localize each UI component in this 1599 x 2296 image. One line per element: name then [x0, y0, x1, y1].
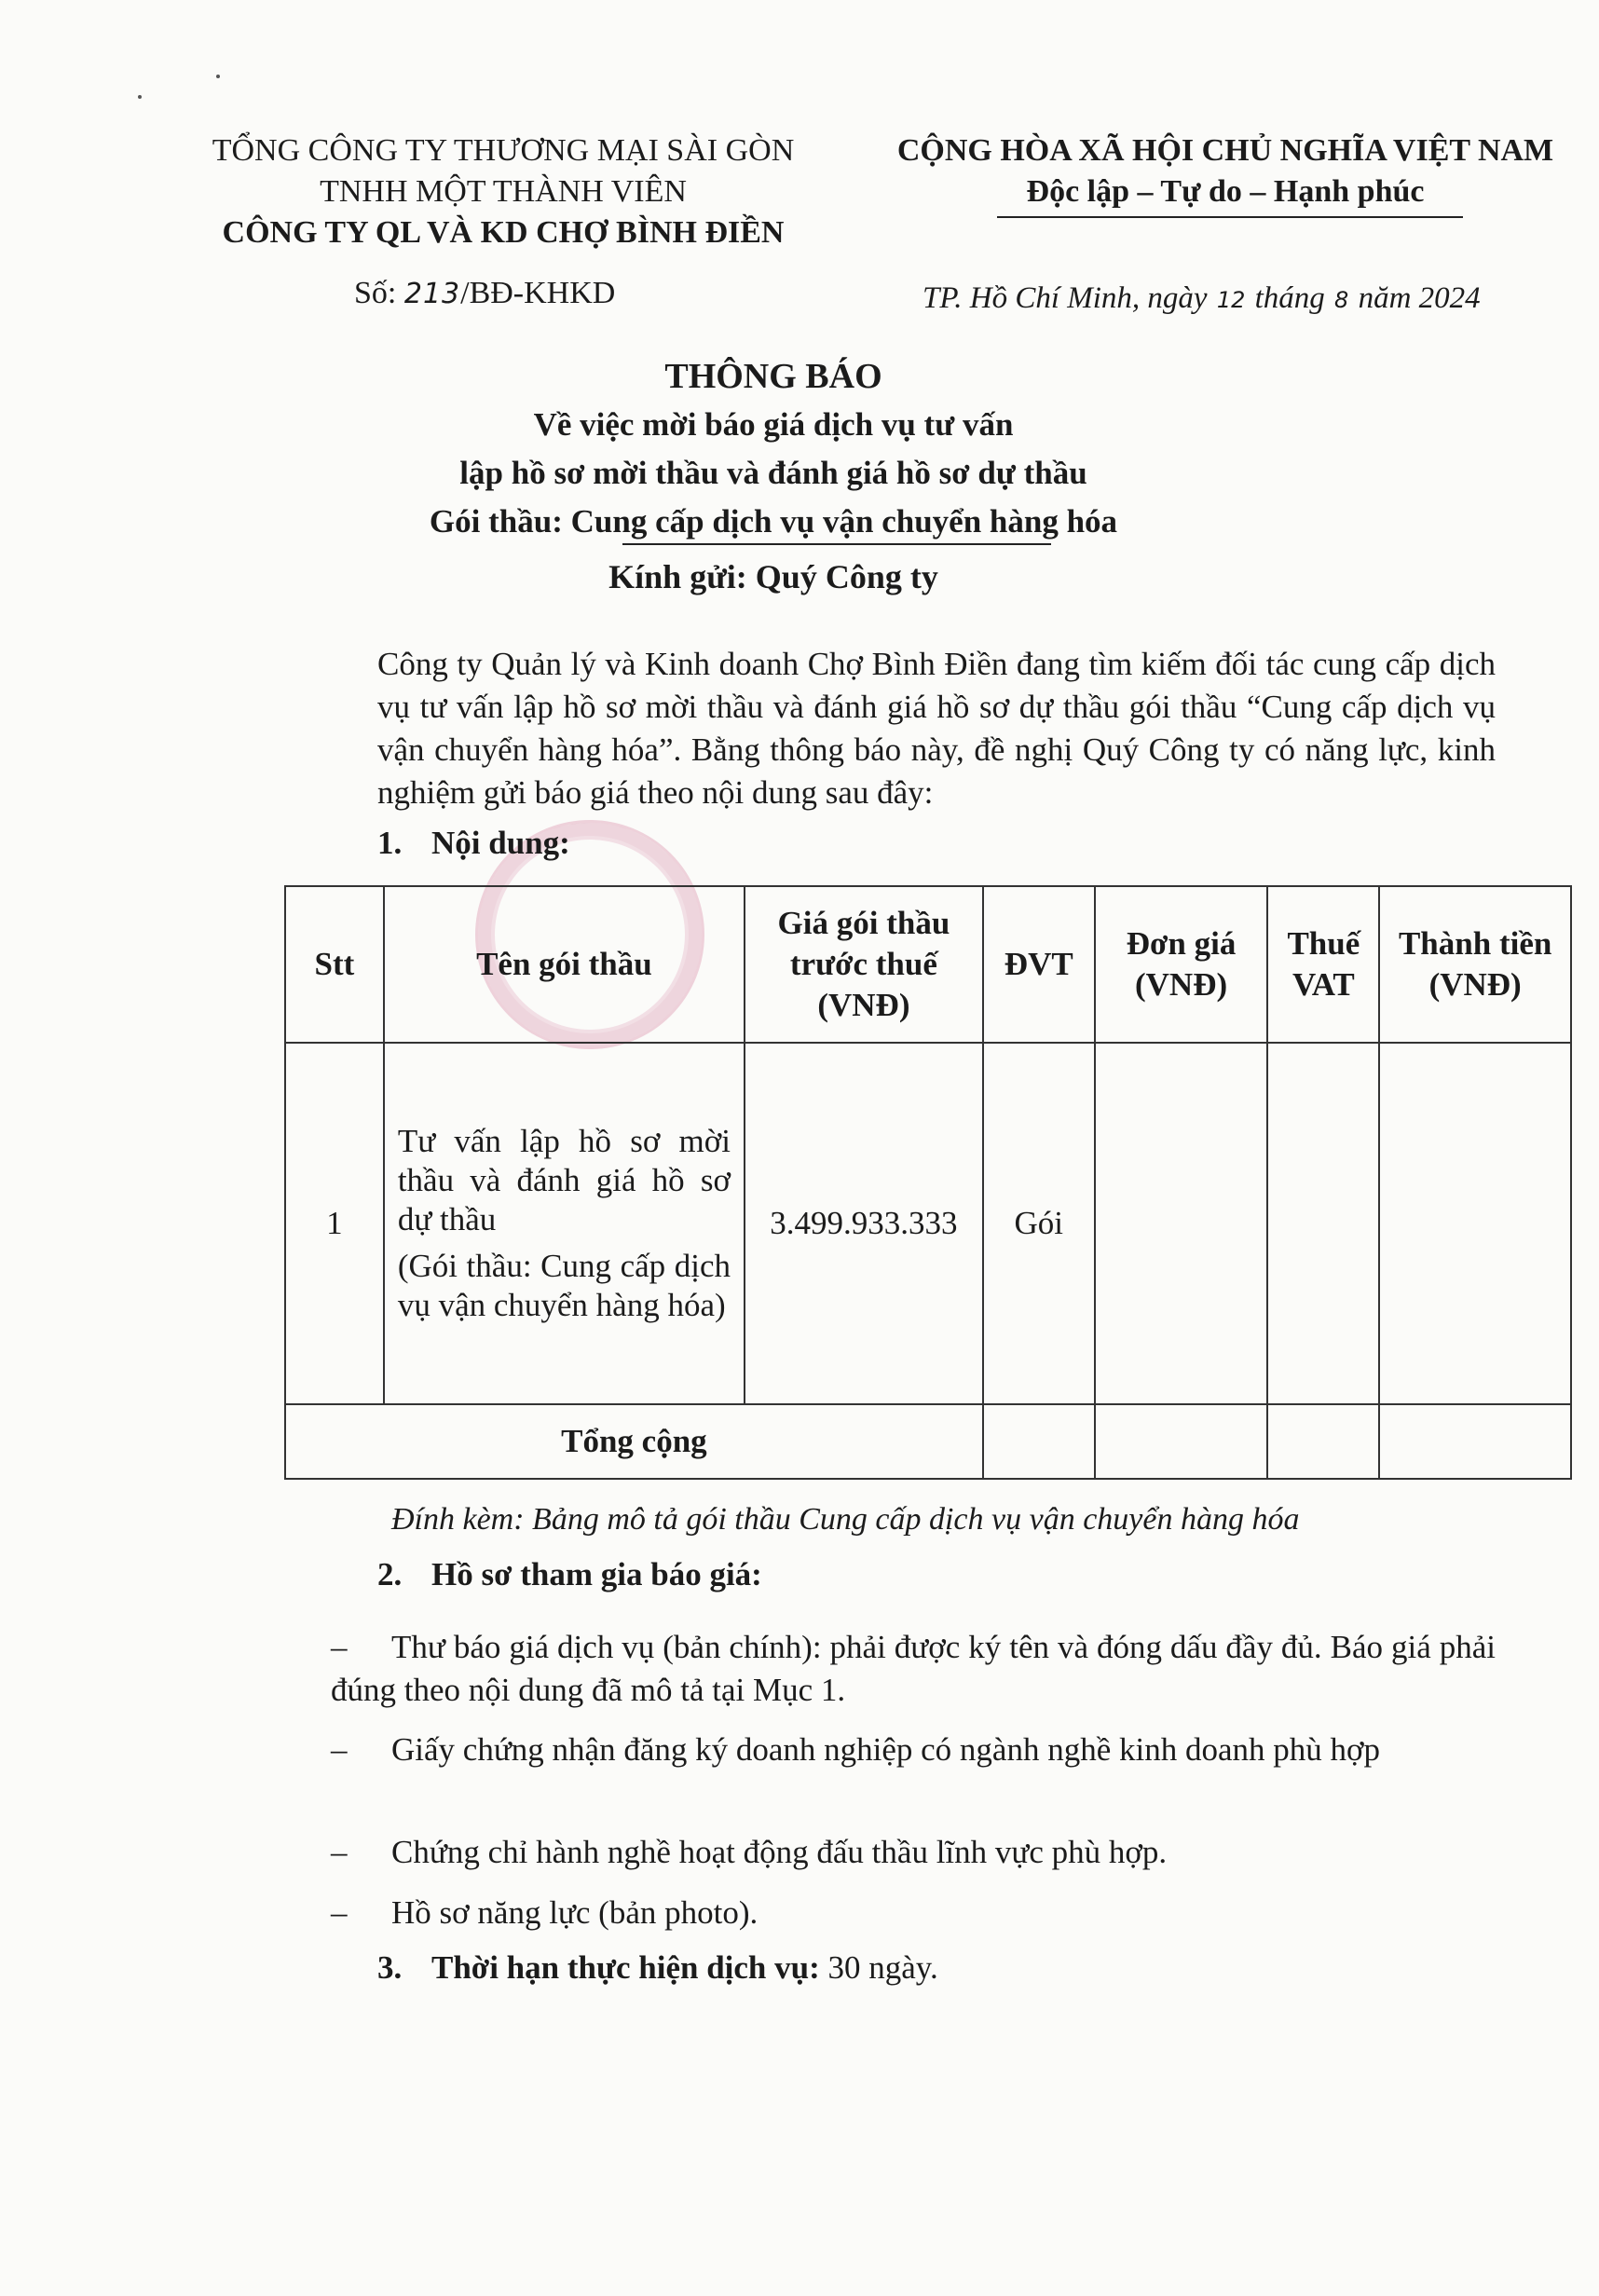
doc-number-handwritten: 213	[403, 278, 461, 310]
doc-number-suffix: /BĐ-KHKD	[460, 276, 616, 310]
cell-pre-tax-price: 3.499.933.333	[745, 1043, 983, 1404]
quotation-table	[284, 885, 1572, 1480]
section-1-title: Nội dung:	[431, 825, 570, 861]
title-underline	[622, 543, 1051, 545]
notice-title-block	[280, 352, 1267, 546]
cell-unit-price	[1095, 1043, 1268, 1404]
doc-number-prefix: Số:	[354, 276, 404, 310]
col-header-pre-tax-price: Giá gói thầu trước thuế (VNĐ)	[745, 886, 983, 1043]
package-name-detail: (Gói thầu: Cung cấp dịch vụ vận chuyển hàng hóa)	[397, 1248, 731, 1323]
total-cell-amount	[1379, 1404, 1571, 1479]
list-item-text: Thư báo giá dịch vụ (bản chính): phải được ký tên và đóng dấu đầy đủ. Báo giá phải đúng theo nội dung đã mô tả tại Mục 1.	[331, 1629, 1496, 1708]
notice-title: THÔNG BÁO	[664, 357, 882, 396]
cell-package-name	[384, 1043, 745, 1404]
org-line-1: TỔNG CÔNG TY THƯƠNG MẠI SÀI GÒN	[212, 133, 795, 168]
date-day-handwritten: 12	[1216, 287, 1246, 313]
national-header	[890, 130, 1561, 212]
intro-paragraph	[377, 643, 1496, 814]
cell-stt: 1	[285, 1043, 384, 1404]
section-1-number: 1.	[377, 825, 403, 861]
date-place: TP. Hồ Chí Minh, ngày	[922, 281, 1215, 315]
date-month-label: tháng	[1247, 281, 1333, 315]
document-number	[354, 276, 615, 311]
section-3-value: 30 ngày.	[819, 1949, 938, 1986]
col-header-unit: ĐVT	[983, 886, 1095, 1043]
attachment-note: Đính kèm: Bảng mô tả gói thầu Cung cấp dịch vụ vận chuyển hàng hóa	[391, 1502, 1300, 1537]
intro-text: Công ty Quản lý và Kinh doanh Chợ Bình Điền đang tìm kiếm đối tác cung cấp dịch vụ tư vấn lập hồ sơ mời thầu và đánh giá hồ sơ dự thầu gói thầu “Cung cấp dịch vụ vận chuyển hàng hóa”. Bằng thông báo này, đề nghị Quý Công ty có năng lực, kinh nghiệm gửi báo giá theo nội dung sau đây:	[377, 646, 1496, 811]
col-header-amount: Thành tiền (VNĐ)	[1379, 886, 1571, 1043]
col-header-unit-price: Đơn giá (VNĐ)	[1095, 886, 1268, 1043]
total-label: Tổng cộng	[285, 1404, 983, 1479]
list-dash: –	[331, 1731, 348, 1768]
motto-underline	[997, 216, 1463, 218]
section-3-number: 3.	[377, 1949, 403, 1986]
cell-amount	[1379, 1043, 1571, 1404]
list-item	[331, 1892, 1496, 1934]
organization-header	[177, 130, 829, 253]
nation-line-1: CỘNG HÒA XÃ HỘI CHỦ NGHĨA VIỆT NAM	[896, 133, 1554, 168]
salutation: Kính gửi: Quý Công ty	[608, 558, 938, 595]
org-line-3: CÔNG TY QL VÀ KD CHỢ BÌNH ĐIỀN	[222, 215, 785, 250]
col-header-package-name: Tên gói thầu	[384, 886, 745, 1043]
table-total-row	[285, 1404, 1571, 1479]
table-header-row	[285, 886, 1571, 1043]
date-line	[922, 281, 1481, 316]
notice-subject-line-3: Gói thầu: Cung cấp dịch vụ vận chuyển hàng hóa	[429, 503, 1118, 540]
list-item-text: Giấy chứng nhận đăng ký doanh nghiệp có ngành nghề kinh doanh phù hợp	[391, 1731, 1381, 1768]
notice-subject-line-2: lập hồ sơ mời thầu và đánh giá hồ sơ dự thầu	[459, 455, 1087, 491]
date-month-handwritten: 8	[1334, 287, 1349, 313]
list-item	[331, 1729, 1496, 1771]
table-row	[285, 1043, 1571, 1404]
col-header-stt: Stt	[285, 886, 384, 1043]
scan-speck	[216, 75, 220, 78]
cell-vat	[1267, 1043, 1379, 1404]
list-dash: –	[331, 1629, 348, 1665]
section-3-heading	[377, 1949, 938, 1987]
list-item	[331, 1626, 1496, 1712]
org-line-2: TNHH MỘT THÀNH VIÊN	[320, 174, 687, 209]
date-year: năm 2024	[1350, 281, 1481, 315]
section-2-number: 2.	[377, 1556, 403, 1592]
section-2-heading	[377, 1556, 762, 1593]
list-item	[331, 1831, 1496, 1874]
total-cell-unit	[983, 1404, 1095, 1479]
package-name-main: Tư vấn lập hồ sơ mời thầu và đánh giá hồ sơ dự thầu	[397, 1123, 731, 1237]
cell-unit: Gói	[983, 1043, 1095, 1404]
list-dash: –	[331, 1834, 348, 1870]
list-item-text: Chứng chỉ hành nghề hoạt động đấu thầu lĩnh vực phù hợp.	[391, 1834, 1168, 1870]
col-header-vat: Thuế VAT	[1267, 886, 1379, 1043]
section-2-title: Hồ sơ tham gia báo giá:	[431, 1556, 762, 1592]
total-cell-vat	[1267, 1404, 1379, 1479]
notice-subject-line-1: Về việc mời báo giá dịch vụ tư vấn	[533, 406, 1014, 443]
section-3-title: Thời hạn thực hiện dịch vụ:	[431, 1949, 820, 1986]
nation-line-2: Độc lập – Tự do – Hạnh phúc	[1026, 174, 1425, 209]
list-item-text: Hồ sơ năng lực (bản photo).	[391, 1894, 758, 1931]
total-cell-unit-price	[1095, 1404, 1268, 1479]
scan-speck	[138, 95, 142, 99]
section-1-heading	[377, 825, 570, 862]
list-dash: –	[331, 1894, 348, 1931]
